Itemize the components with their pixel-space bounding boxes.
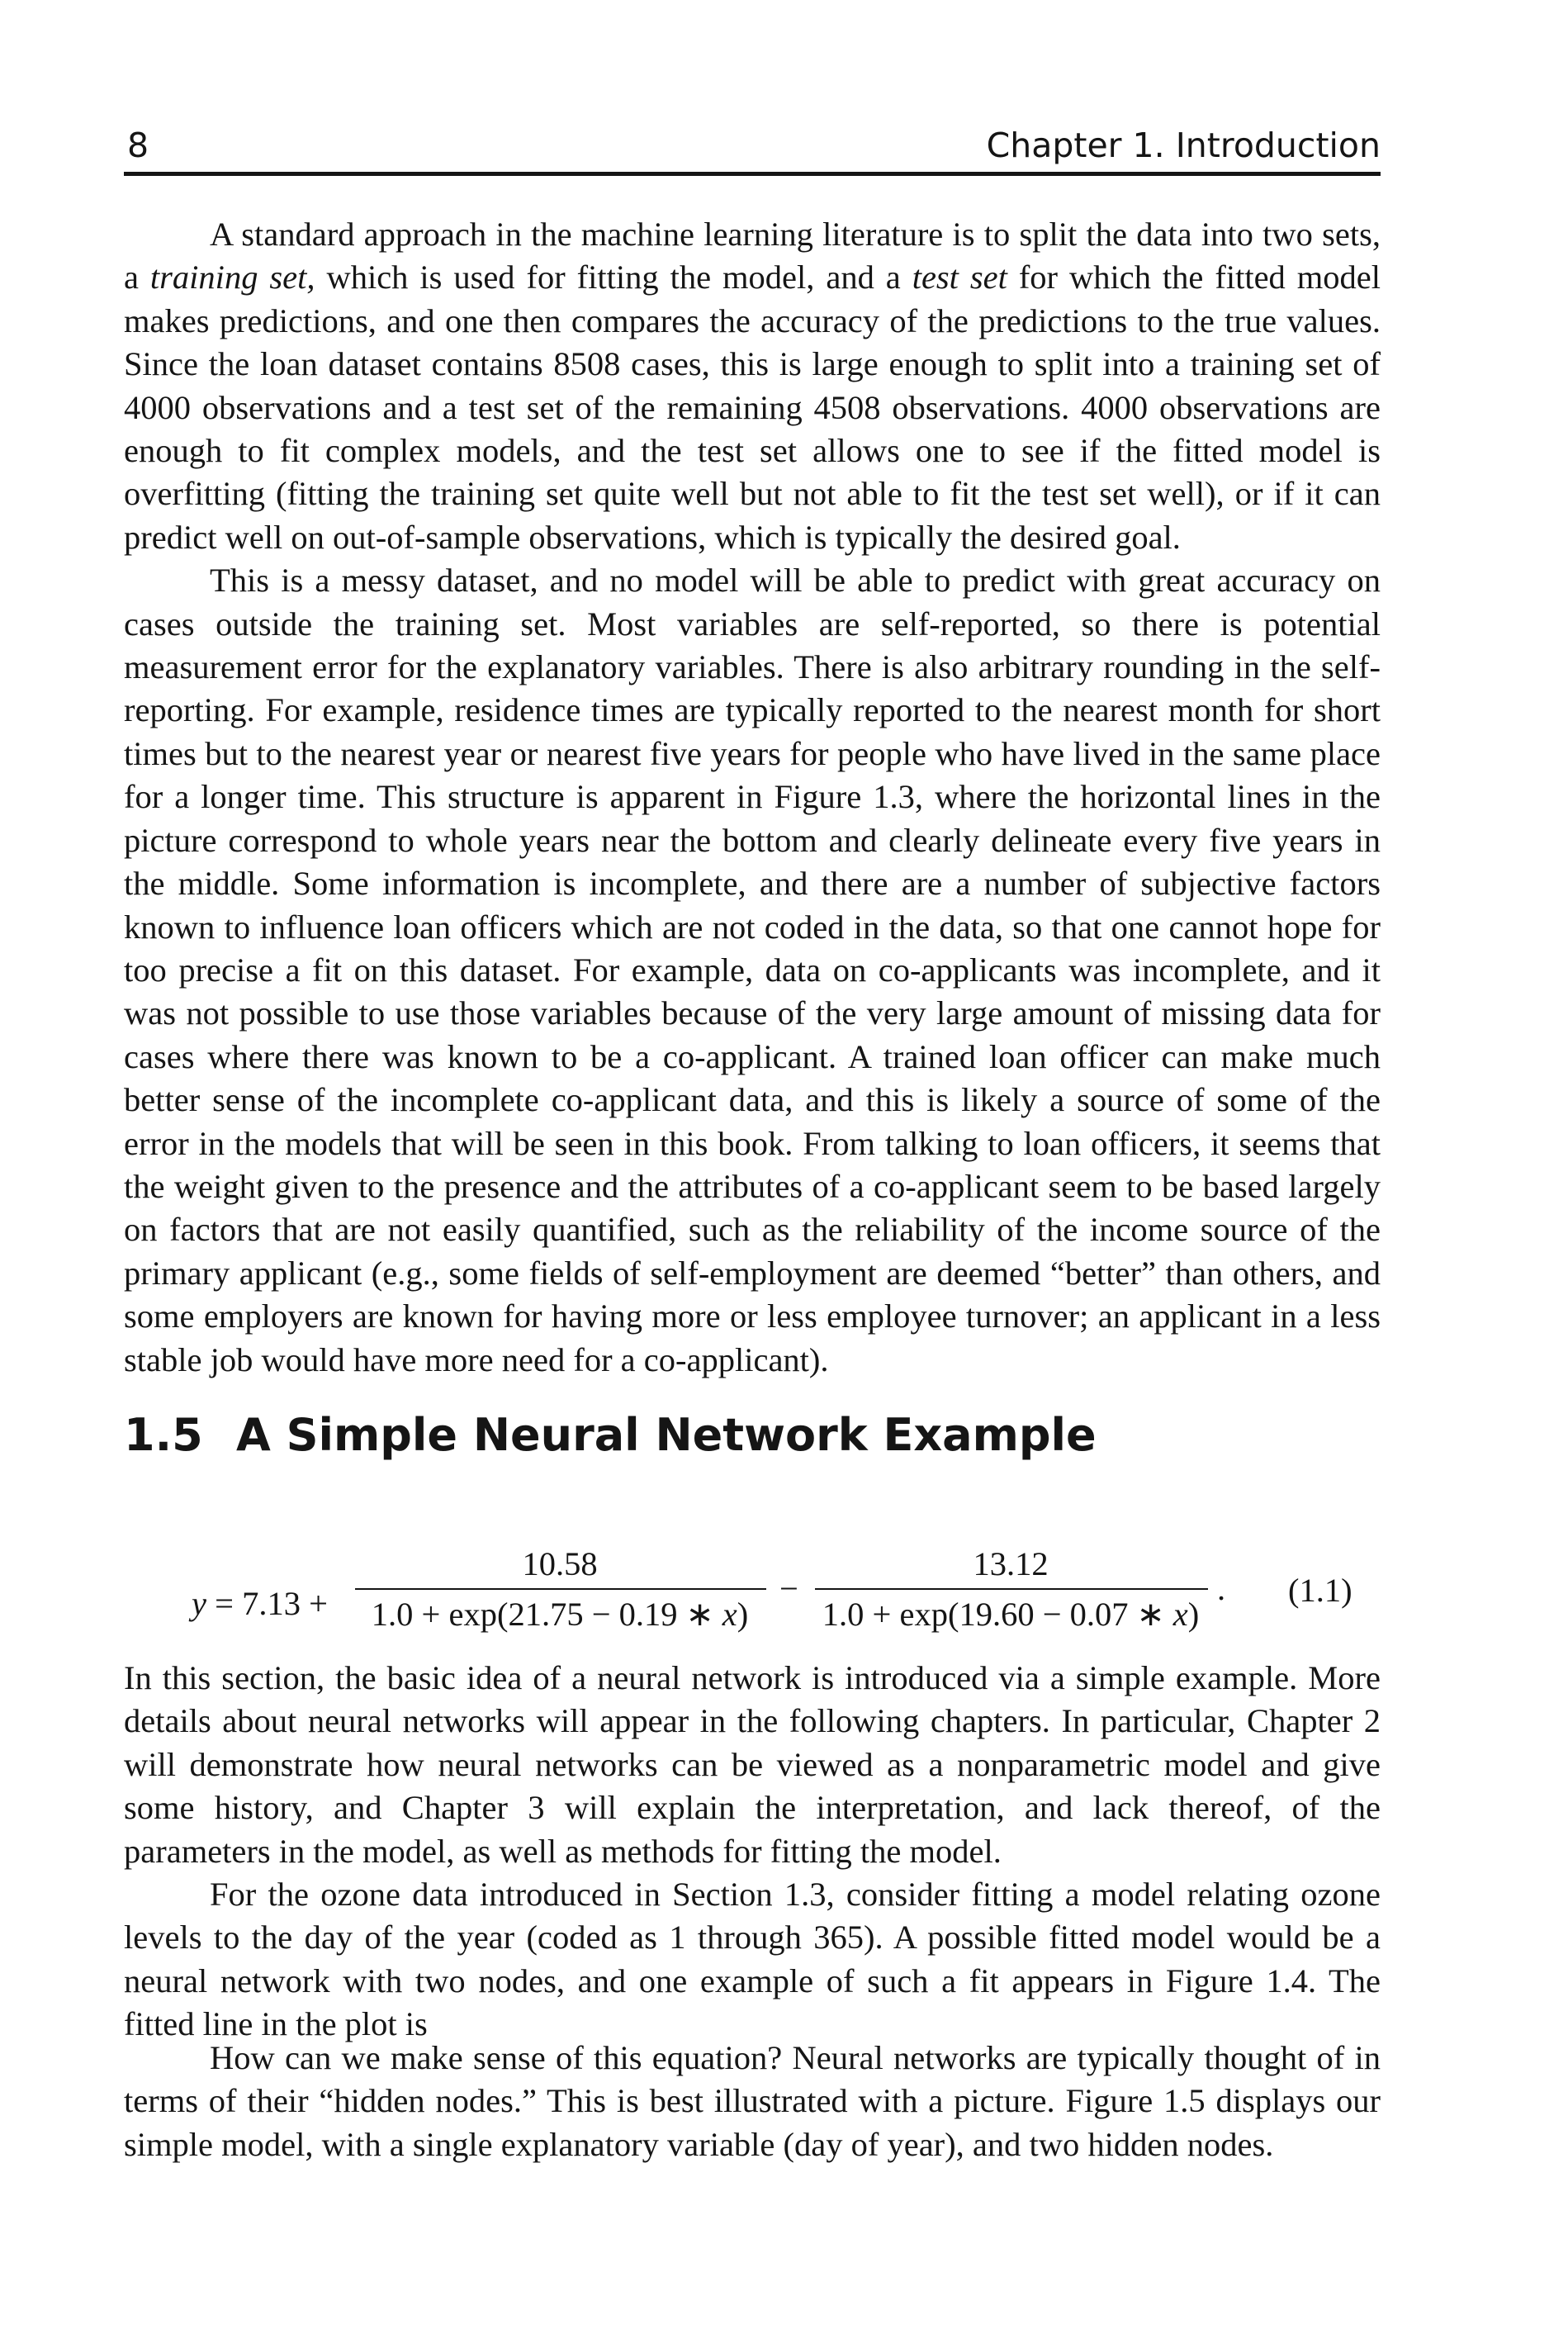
fraction-1-numerator: 10.58 xyxy=(522,1545,598,1582)
fraction-1-bar xyxy=(355,1588,766,1590)
text-block-before-section xyxy=(124,213,1381,1382)
paragraph-text: A standard approach in the machine learning literature is to split the data into two sets, a xyxy=(124,216,1381,296)
section-number: 1.5 xyxy=(124,1409,203,1461)
text-block-section xyxy=(124,1657,1381,2047)
denominator-text: ) xyxy=(1187,1596,1200,1633)
paragraph-ozone: For the ozone data introduced in Section 1.3, consider fitting a model relating ozone levels to the day of the year (coded as 1 through 365). A possible fitted model would be a neural network with two nodes, and one example of such a fit appears in Figure 1.4. The fitted line in the plot is xyxy=(124,1876,1381,2043)
fraction-2-numerator: 13.12 xyxy=(973,1545,1049,1582)
variable-x: x xyxy=(722,1596,737,1633)
term-test-set: test set xyxy=(912,259,1007,296)
equation-label: (1.1) xyxy=(1288,1572,1352,1609)
minus-sign: − xyxy=(779,1570,798,1607)
variable-x: x xyxy=(1172,1596,1188,1633)
paragraph-train-test-split xyxy=(124,213,1381,559)
equation-1-1 xyxy=(0,1536,1568,1652)
paragraph-intro: In this section, the basic idea of a neural network is introduced via a simple example. More details about neural networks will appear in the following chapters. In particular, Chapter 2 will demonstrate how neural networks can be viewed as a nonparametric model and give some history, and Chapter 3 will explain the interpretation, and lack thereof, of the parameters in the model, as well as methods for fitting the model. xyxy=(124,1659,1381,1870)
equation-period: . xyxy=(1217,1570,1226,1607)
equation-lhs xyxy=(192,1584,328,1623)
paragraph-text: for which the fitted model makes predictions, and one then compares the accuracy of the predictions to the true values. Since the loan dataset contains 8508 cases, this is large enough to split into a training set of 4000 observations and a test set of the remaining 4508 observations. 4000 observations are enough to fit complex models, and the test set allows one to see if the fitted model is overfitting (fitting the training set quite well but not able to fit the test set well), or if it can predict well on out-of-sample observations, which is typically the desired goal. xyxy=(124,259,1381,556)
section-heading xyxy=(124,1411,1381,1460)
paragraph-hidden-nodes: How can we make sense of this equation? Neural networks are typically thought of in terms of their “hidden nodes.” This is best illustrated with a picture. Figure 1.5 displays our simple model, with a single explanatory variable (day of year), and two hidden nodes. xyxy=(124,2039,1381,2163)
chapter-title: Chapter 1. Introduction xyxy=(986,126,1381,165)
denominator-text: 1.0 + exp(19.60 − 0.07 ∗ xyxy=(822,1596,1173,1633)
denominator-text: 1.0 + exp(21.75 − 0.19 ∗ xyxy=(371,1596,722,1633)
text-block-after-equation xyxy=(124,2037,1381,2166)
header-rule xyxy=(124,172,1381,176)
term-training-set: training set, xyxy=(149,259,315,296)
paragraph-text: which is used for fitting the model, and a xyxy=(315,259,912,296)
fraction-1-denominator xyxy=(353,1594,766,1634)
running-head xyxy=(124,116,1381,173)
section-title: A Simple Neural Network Example xyxy=(236,1409,1097,1461)
fraction-2-denominator xyxy=(813,1594,1208,1634)
equation-lhs-constant: = 7.13 + xyxy=(206,1585,328,1622)
paragraph-messy-dataset: This is a messy dataset, and no model will be able to predict with great accuracy on cases outside the training set. Most variables are self-reported, so there is potential measurement error for the explanatory variables. There is also arbitrary rounding in the self-reporting. For example, residence times are typically reported to the nearest month for short times but to the nearest year or nearest five years for people who have lived in the same place for a longer time. This structure is apparent in Figure 1.3, where the horizontal lines in the picture correspond to whole years near the bottom and clearly delineate every five years in the middle. Some information is incomplete, and there are a number of subjective factors known to influence loan officers which are not coded in the data, so that one cannot hope for too precise a fit on this dataset. For example, data on co-applicants was incomplete, and it was not possible to use those variables because of the very large amount of missing data for cases where there was known to be a co-applicant. A trained loan officer can make much better sense of the incomplete co-applicant data, and this is likely a source of some of the error in the models that will be seen in this book. From talking to loan officers, it seems that the weight given to the presence and the attributes of a co-applicant seem to be based largely on factors that are not easily quantified, such as the reliability of the income source of the primary applicant (e.g., some fields of self-employment are deemed “better” than others, and some employers are known for having more or less employee turnover; an applicant in a less stable job would have more need for a co-applicant). xyxy=(124,562,1381,1378)
variable-y: y xyxy=(192,1585,206,1622)
page-number: 8 xyxy=(127,126,149,165)
fraction-2-bar xyxy=(815,1588,1208,1590)
denominator-text: ) xyxy=(737,1596,749,1633)
